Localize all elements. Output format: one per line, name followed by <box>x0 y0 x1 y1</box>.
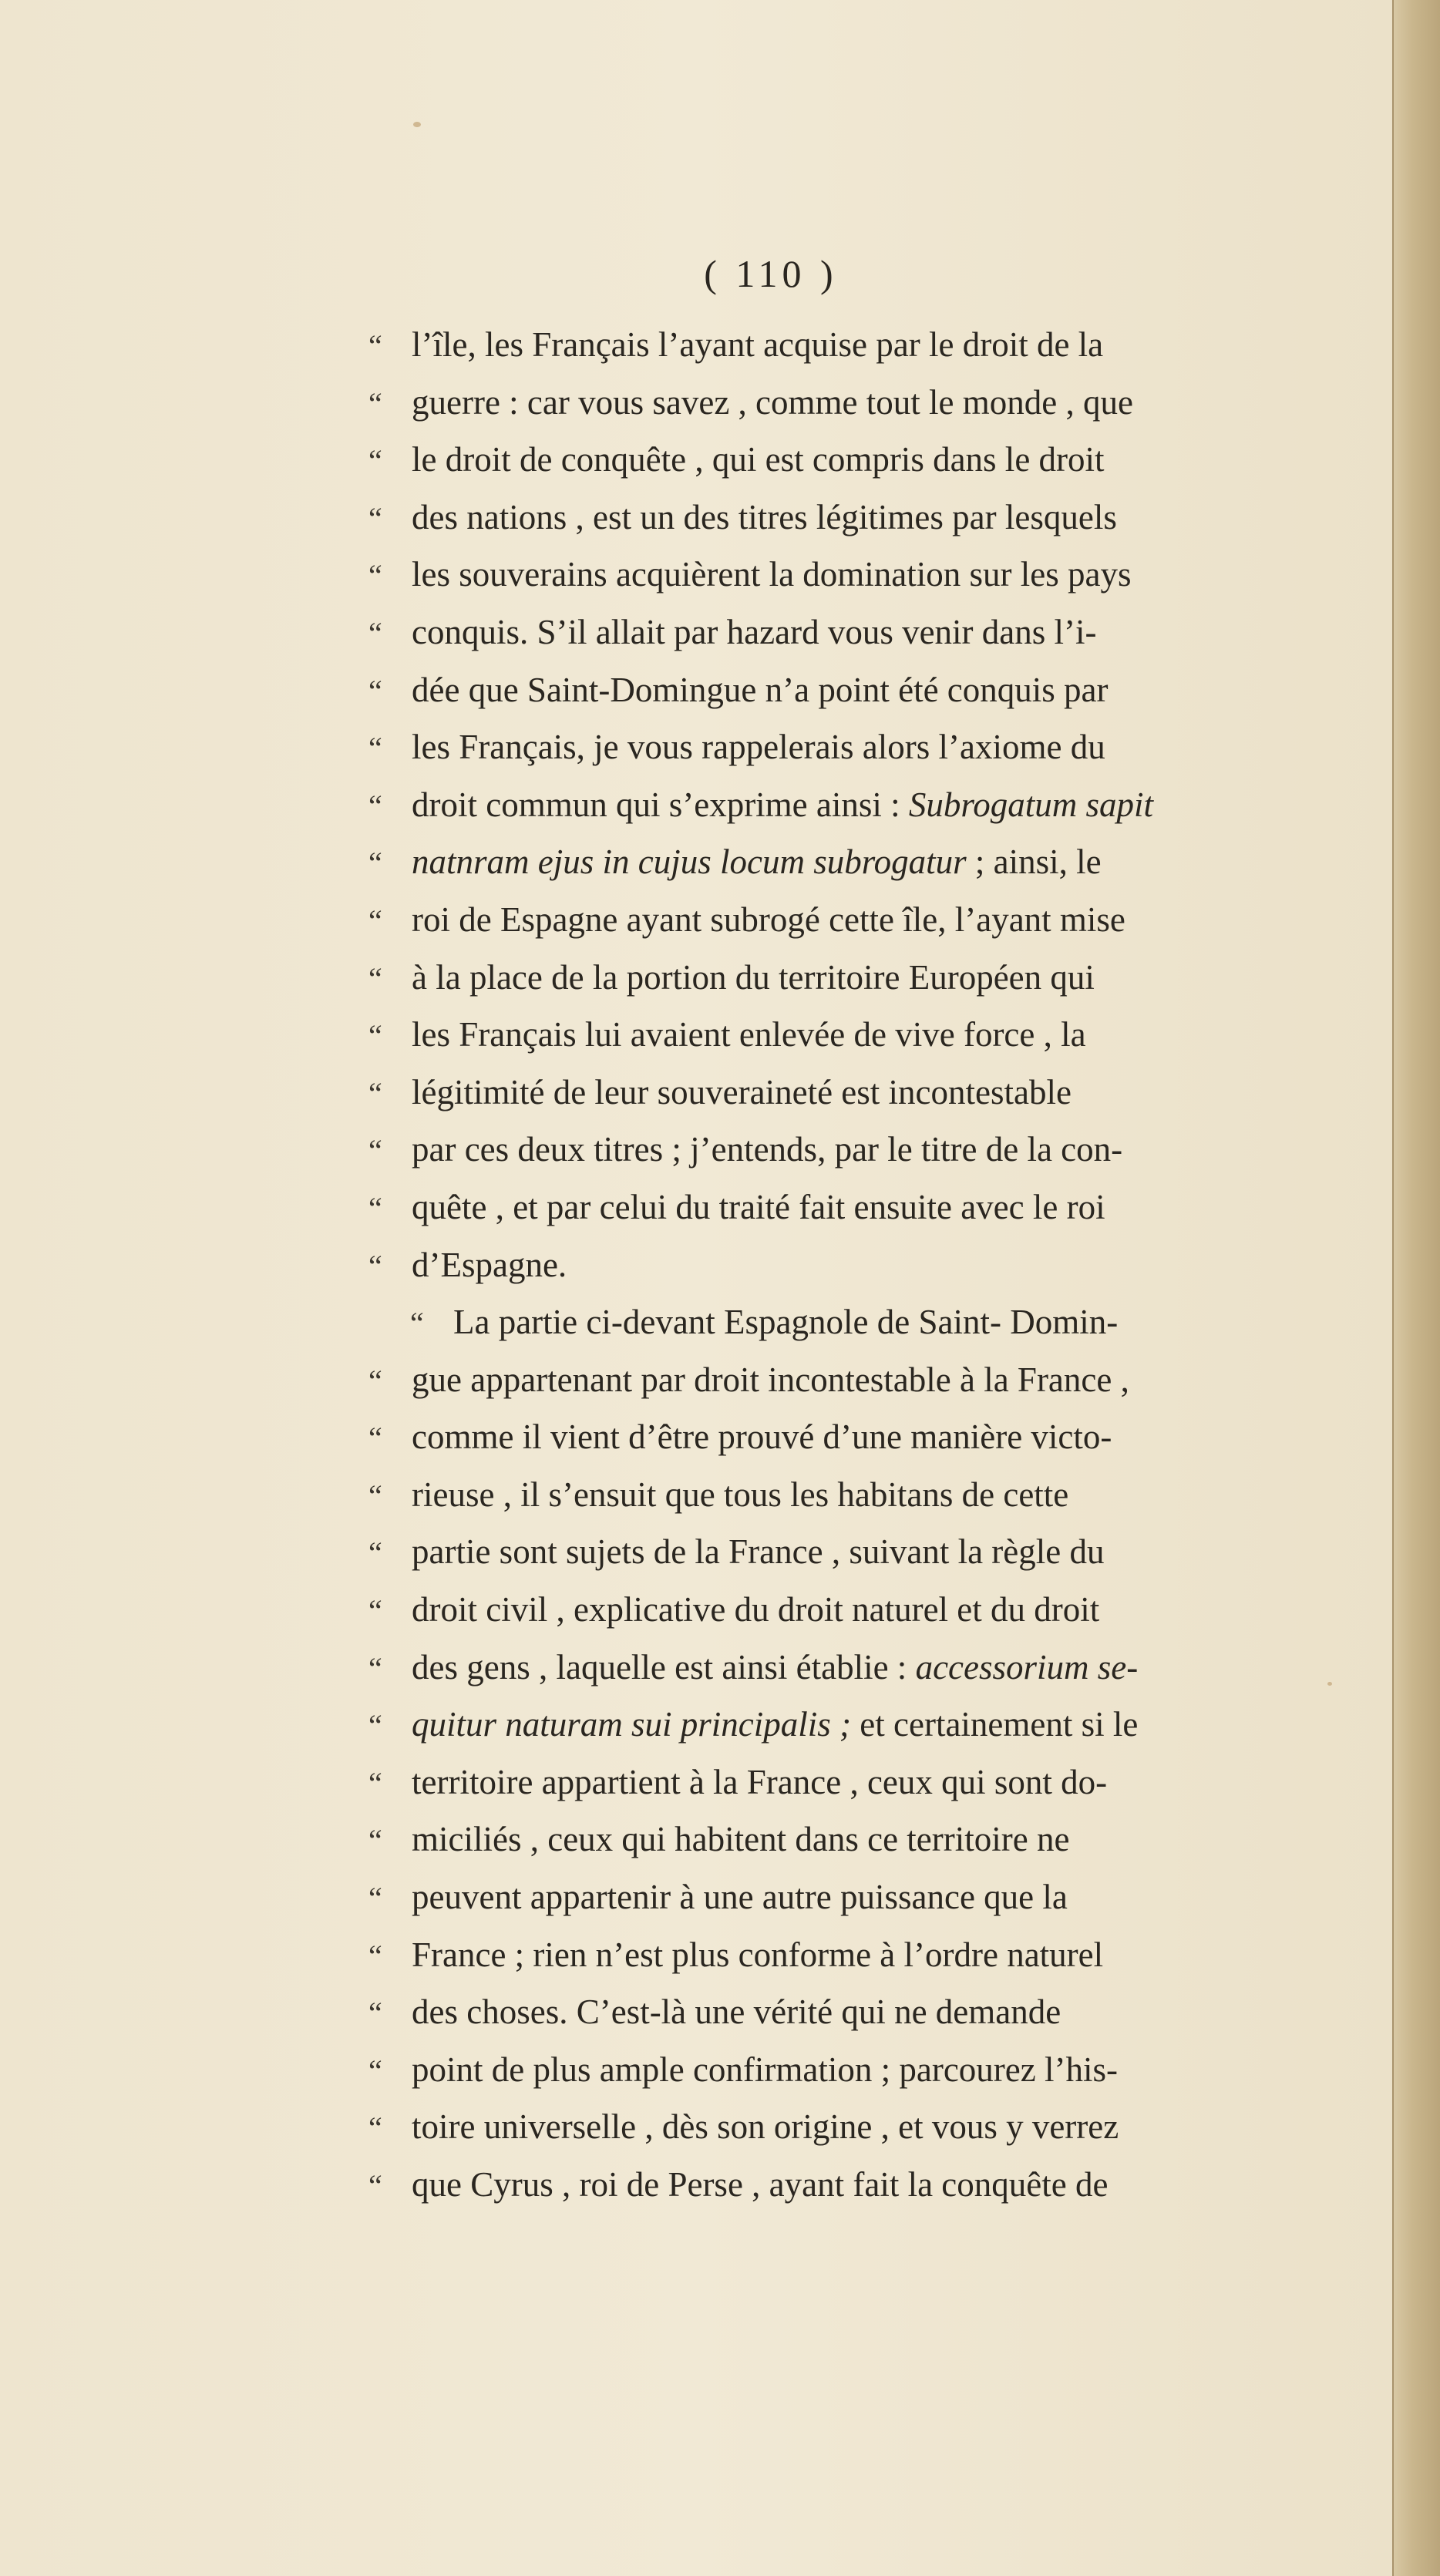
body-text <box>368 316 1386 2214</box>
line-text <box>453 1293 1118 1351</box>
quote-mark: “ <box>368 788 382 823</box>
quote-mark: “ <box>368 2053 382 2088</box>
text-line <box>368 316 1386 374</box>
line-text <box>412 833 1102 891</box>
roman-text: ; ainsi, le <box>966 842 1102 882</box>
quote-mark: “ <box>368 1248 382 1283</box>
page-number: ( 110 ) <box>704 252 838 295</box>
roman-text: l’île, les Français l’ayant acquise par le droit de la <box>412 325 1104 364</box>
line-text <box>412 1466 1068 1524</box>
quote-mark: “ <box>368 500 382 536</box>
roman-text: gue appartenant par droit incontestable à la France , <box>412 1360 1129 1399</box>
quote-mark: “ <box>368 328 382 363</box>
text-line <box>368 1408 1386 1466</box>
line-text <box>412 1523 1104 1581</box>
text-line <box>368 604 1386 661</box>
roman-text: guerre : car vous savez , comme tout le monde , que <box>412 382 1133 422</box>
roman-text: rieuse , il s’ensuit que tous les habitans de cette <box>412 1475 1069 1514</box>
quote-mark: “ <box>368 903 382 938</box>
roman-text: légitimité de leur souveraineté est incontestable <box>412 1072 1072 1111</box>
line-text <box>412 316 1103 374</box>
line-text <box>412 604 1097 661</box>
text-line <box>368 546 1386 604</box>
line-text <box>412 949 1095 1007</box>
latin-phrase: natnram ejus in cujus locum subrogatur <box>412 842 967 882</box>
quote-mark: “ <box>368 846 382 881</box>
text-line <box>368 1523 1386 1581</box>
roman-text: dée que Saint-Domingue n’a point été conquis par <box>412 670 1109 709</box>
roman-text: des choses. C’est-là une vérité qui ne demande <box>412 1993 1061 2032</box>
line-text <box>412 718 1105 776</box>
roman-text: point de plus ample confirmation ; parcourez l’his- <box>412 2050 1118 2089</box>
quote-mark: “ <box>368 443 382 479</box>
quote-mark: “ <box>368 1708 382 1744</box>
latin-phrase: accessorium se- <box>915 1647 1139 1687</box>
line-text <box>412 1408 1112 1466</box>
quote-mark: “ <box>368 1075 382 1111</box>
latin-phrase: Subrogatum sapit <box>908 785 1154 824</box>
line-text <box>412 1351 1129 1409</box>
line-text <box>412 1639 1138 1697</box>
quote-mark: “ <box>368 1478 382 1513</box>
quote-mark: “ <box>368 2168 382 2203</box>
line-text <box>412 1983 1061 2041</box>
line-text <box>412 374 1133 432</box>
line-text <box>412 1179 1105 1236</box>
line-text <box>412 1926 1103 1984</box>
quote-mark: “ <box>368 2110 382 2146</box>
line-text <box>412 776 1153 834</box>
text-line <box>368 1006 1386 1064</box>
line-text <box>412 1581 1099 1639</box>
roman-text: partie sont sujets de la France , suivant la règle du <box>412 1532 1105 1572</box>
quote-mark: “ <box>368 1421 382 1456</box>
roman-text: France ; rien n’est plus conforme à l’ordre naturel <box>412 1935 1104 1974</box>
text-line <box>368 1293 1386 1351</box>
quote-mark: “ <box>368 960 382 996</box>
roman-text: à la place de la portion du territoire Européen qui <box>412 957 1095 997</box>
text-line <box>368 1696 1386 1754</box>
quote-mark: “ <box>368 615 382 651</box>
roman-text: et certainement si le <box>851 1705 1139 1744</box>
quote-mark: “ <box>368 1650 382 1686</box>
quote-mark: “ <box>368 1765 382 1801</box>
line-text <box>412 431 1105 489</box>
quote-mark: “ <box>368 385 382 421</box>
text-line <box>368 718 1386 776</box>
quote-mark: “ <box>368 731 382 766</box>
roman-text: territoire appartient à la France , ceux qui sont do- <box>412 1762 1108 1801</box>
page-edge <box>1392 0 1440 2576</box>
line-text <box>412 1006 1086 1064</box>
latin-phrase: quitur naturam sui principalis ; <box>412 1705 852 1744</box>
roman-text: droit commun qui s’exprime ainsi : <box>412 785 909 824</box>
line-text <box>412 891 1125 949</box>
text-line <box>368 1064 1386 1122</box>
line-text <box>412 1868 1068 1926</box>
line-text <box>412 661 1109 719</box>
roman-text: comme il vient d’être prouvé d’une manière victo- <box>412 1417 1112 1457</box>
text-line <box>368 891 1386 949</box>
text-line <box>368 431 1386 489</box>
quote-mark: “ <box>368 1938 382 1973</box>
roman-text: quête , et par celui du traité fait ensuite avec le roi <box>412 1187 1105 1226</box>
roman-text: toire universelle , dès son origine , et vous y verrez <box>412 2107 1119 2147</box>
text-line <box>368 1179 1386 1236</box>
roman-text: des nations , est un des titres légitimes par lesquels <box>412 497 1117 536</box>
roman-text: les Français, je vous rappelerais alors l’axiome du <box>412 728 1105 767</box>
roman-text: que Cyrus , roi de Perse , ayant fait la conquête de <box>412 2165 1109 2204</box>
text-line <box>368 833 1386 891</box>
text-line <box>368 1754 1386 1811</box>
quote-mark: “ <box>368 1018 382 1054</box>
text-line <box>368 2041 1386 2099</box>
quote-mark: “ <box>368 1133 382 1169</box>
roman-text: par ces deux titres ; j’entends, par le titre de la con- <box>412 1130 1123 1169</box>
line-text <box>412 1236 567 1294</box>
line-text <box>412 489 1117 546</box>
text-line <box>368 1811 1386 1868</box>
line-text <box>412 2156 1108 2214</box>
line-text <box>412 1696 1138 1754</box>
text-line <box>368 661 1386 719</box>
text-line <box>368 2156 1386 2214</box>
text-line <box>368 1466 1386 1524</box>
roman-text: peuvent appartenir à une autre puissance que la <box>412 1878 1068 1917</box>
line-text <box>412 1811 1069 1868</box>
roman-text: le droit de conquête , qui est compris dans le droit <box>412 440 1105 479</box>
text-line <box>368 1236 1386 1294</box>
quote-mark: “ <box>368 1823 382 1858</box>
line-text <box>412 546 1132 604</box>
text-line <box>368 949 1386 1007</box>
line-text <box>412 1064 1072 1122</box>
roman-text: les souverains acquièrent la domination sur les pays <box>412 555 1132 594</box>
text-line <box>368 1121 1386 1179</box>
line-text <box>412 2041 1118 2099</box>
roman-text: d’Espagne. <box>412 1245 567 1284</box>
text-line <box>368 776 1386 834</box>
roman-text: roi de Espagne ayant subrogé cette île, l’ayant mise <box>412 900 1125 939</box>
line-text <box>412 2098 1119 2156</box>
text-line <box>368 1351 1386 1409</box>
roman-text: les Français lui avaient enlevée de vive force , la <box>412 1015 1086 1054</box>
text-line <box>368 2098 1386 2156</box>
text-line <box>368 1639 1386 1697</box>
quote-mark: “ <box>410 1306 424 1341</box>
roman-text: La partie ci-devant Espagnole de Saint- Domin- <box>453 1303 1119 1342</box>
quote-mark: “ <box>368 1593 382 1629</box>
quote-mark: “ <box>368 558 382 594</box>
quote-mark: “ <box>368 1363 382 1398</box>
text-line <box>368 1868 1386 1926</box>
line-text <box>412 1121 1122 1179</box>
text-line <box>368 1926 1386 1984</box>
quote-mark: “ <box>368 1535 382 1571</box>
paper-stain <box>413 122 421 127</box>
text-line <box>368 1983 1386 2041</box>
quote-mark: “ <box>368 1881 382 1916</box>
line-text <box>412 1754 1107 1811</box>
roman-text: conquis. S’il allait par hazard vous venir dans l’i- <box>412 612 1097 651</box>
roman-text: des gens , laquelle est ainsi établie : <box>412 1647 916 1687</box>
roman-text: droit civil , explicative du droit naturel et du droit <box>412 1590 1100 1629</box>
text-line <box>368 1581 1386 1639</box>
text-line <box>368 489 1386 546</box>
quote-mark: “ <box>368 673 382 708</box>
roman-text: miciliés , ceux qui habitent dans ce territoire ne <box>412 1820 1070 1859</box>
quote-mark: “ <box>368 1996 382 2031</box>
quote-mark: “ <box>368 1190 382 1226</box>
text-line <box>368 374 1386 432</box>
